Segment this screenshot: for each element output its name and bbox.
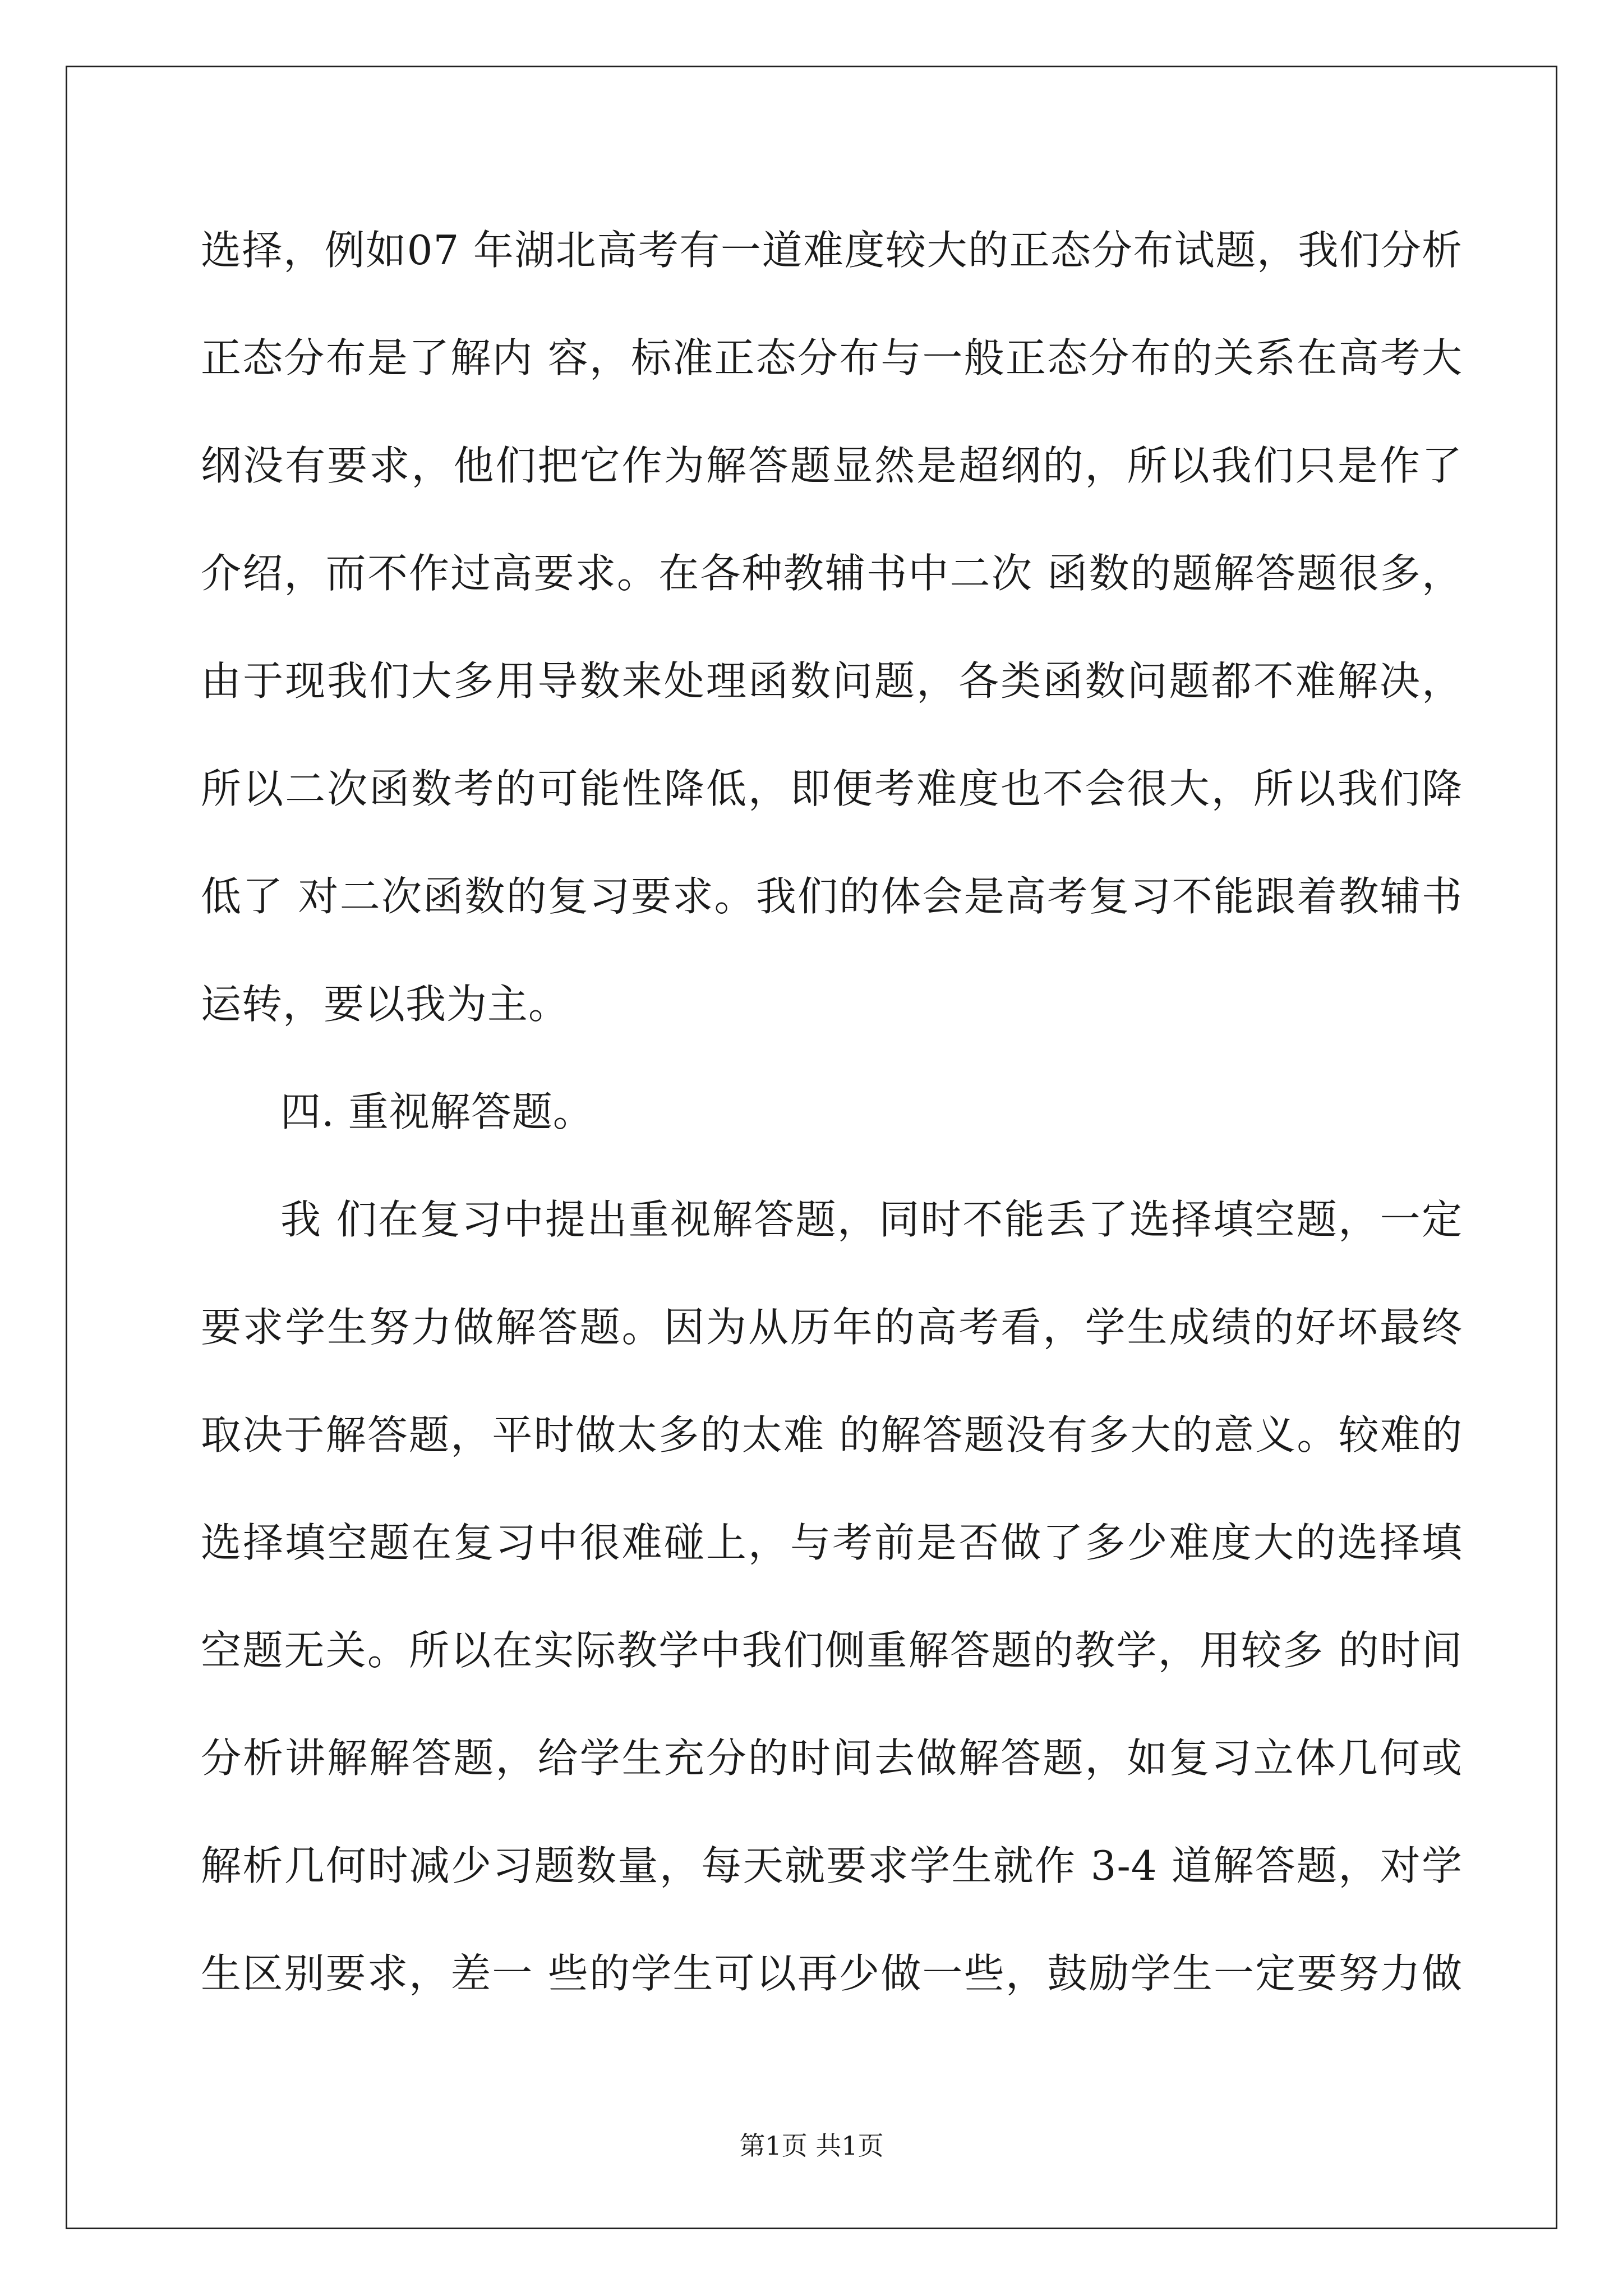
paragraph-line: 纲没有要求，他们把它作为解答题显然是超纲的，所以我们只是作了 xyxy=(201,442,1463,489)
paragraph-line: 生区别要求，差一 些的学生可以再少做一些，鼓励学生一定要努力做 xyxy=(201,1950,1463,1997)
paragraph-line: 选择，例如07 年湖北高考有一道难度较大的正态分布试题，我们分析 xyxy=(201,227,1463,274)
paragraph-line: 低了 对二次函数的复习要求。我们的体会是高考复习不能跟着教辅书 xyxy=(201,873,1463,920)
paragraph-line: 空题无关。所以在实际教学中我们侧重解答题的教学，用较多 的时间 xyxy=(201,1627,1463,1674)
paragraph-line: 选择填空题在复习中很难碰上，与考前是否做了多少难度大的选择填 xyxy=(201,1519,1463,1566)
paragraph-line: 取决于解答题，平时做太多的太难 的解答题没有多大的意义。较难的 xyxy=(201,1411,1463,1458)
paragraph-line: 介绍，而不作过高要求。在各种教辅书中二次 函数的题解答题很多， xyxy=(201,550,1463,597)
page-footer: 第1页 共1页 xyxy=(739,2131,884,2161)
section-heading: 四. 重视解答题。 xyxy=(280,1088,594,1135)
paragraph-line: 我 们在复习中提出重视解答题，同时不能丢了选择填空题，一定 xyxy=(280,1196,1463,1243)
paragraph-line: 运转，要以我为主。 xyxy=(201,981,570,1028)
paragraph-line: 解析几何时减少习题数量，每天就要求学生就作 3-4 道解答题，对学 xyxy=(201,1842,1463,1889)
paragraph-line: 由于现我们大多用导数来处理函数问题，各类函数问题都不难解决， xyxy=(201,657,1463,705)
paragraph-line: 所以二次函数考的可能性降低，即便考难度也不会很大，所以我们降 xyxy=(201,765,1463,812)
paragraph-line: 分析讲解解答题，给学生充分的时间去做解答题，如复习立体几何或 xyxy=(201,1734,1463,1782)
paragraph-line: 要求学生努力做解答题。因为从历年的高考看，学生成绩的好坏最终 xyxy=(201,1304,1463,1351)
paragraph-line: 正态分布是了解内 容，标准正态分布与一般正态分布的关系在高考大 xyxy=(201,334,1463,381)
